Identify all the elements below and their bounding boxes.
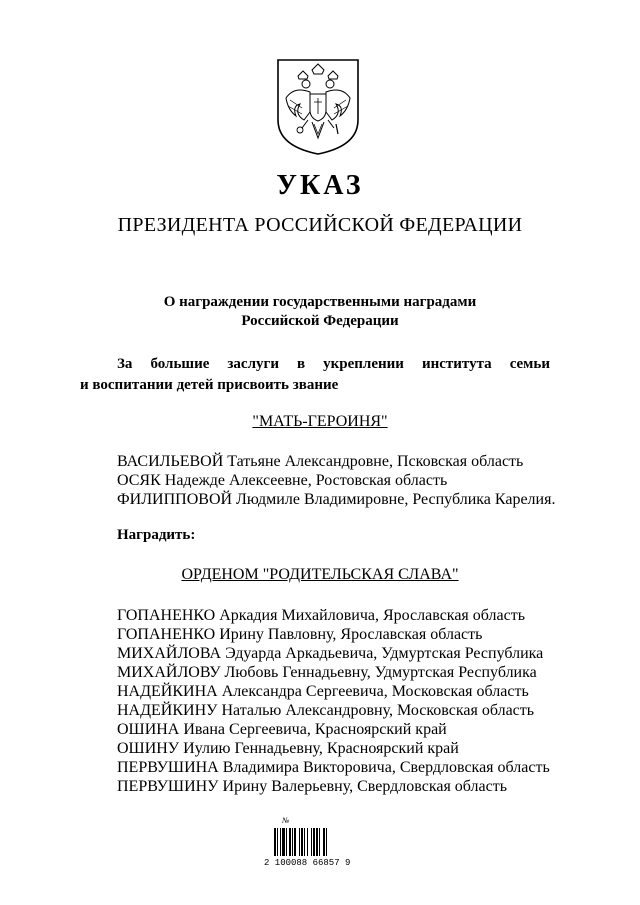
award-label: Наградить: — [117, 527, 196, 543]
decree-title: УКАЗ — [276, 170, 364, 201]
recipient-item: ОСЯК Надежде Алексеевне, Ростовская область — [117, 472, 448, 489]
recipient-item: ГОПАНЕНКО Аркадия Михайловича, Ярославская область — [117, 607, 525, 624]
intro-word: большие — [150, 356, 210, 372]
barcode-block — [264, 816, 354, 870]
recipient-item: МИХАЙЛОВА Эдуарда Аркадьевича, Удмуртская Республика — [117, 645, 544, 662]
award-title-mother-heroine: "МАТЬ-ГЕРОИНЯ" — [252, 413, 388, 430]
recipient-item: ОШИНУ Иулию Геннадьевну, Красноярский край — [117, 740, 459, 757]
intro-word: института — [421, 356, 492, 372]
recipient-item: НАДЕЙКИНА Александра Сергеевича, Московская область — [117, 683, 529, 700]
heading-line-1: О награждении государственными наградами — [163, 294, 477, 310]
recipient-item: НАДЕЙКИНУ Наталью Александровну, Московская область — [117, 702, 535, 719]
barcode-digits: 2 100088 66857 9 — [264, 858, 351, 868]
recipient-list-1 — [117, 452, 555, 509]
intro-word: заслуги — [227, 356, 279, 372]
intro-line-2: и воспитании детей присвоить звание — [80, 377, 339, 393]
intro-line-1 — [80, 354, 550, 375]
recipient-item: ВАСИЛЬЕВОЙ Татьяне Александровне, Псковская область — [117, 453, 524, 470]
recipient-item: МИХАЙЛОВУ Любовь Геннадьевну, Удмуртская Республика — [117, 664, 537, 681]
recipient-item: ПЕРВУШИНУ Ирину Валерьевну, Свердловская область — [117, 778, 508, 795]
barcode-icon — [274, 828, 352, 856]
recipient-item: ОШИНА Ивана Сергеевича, Красноярский край — [117, 721, 447, 738]
intro-paragraph — [80, 354, 550, 396]
coat-of-arms-emblem — [276, 58, 360, 156]
recipient-list-2 — [117, 606, 550, 796]
award-title-parental-glory: ОРДЕНОМ "РОДИТЕЛЬСКАЯ СЛАВА" — [181, 566, 459, 583]
decree-heading — [0, 293, 640, 331]
recipient-item: ФИЛИППОВОЙ Людмиле Владимировне, Республика Карелия. — [117, 491, 556, 508]
intro-word: в — [297, 356, 306, 372]
recipient-item: ГОПАНЕНКО Ирину Павловну, Ярославская область — [117, 626, 483, 643]
heading-line-2: Российской Федерации — [241, 313, 399, 329]
intro-word: укреплении — [323, 356, 404, 372]
intro-word: семьи — [509, 356, 550, 372]
recipient-item: ПЕРВУШИНА Владимира Викторовича, Свердловская область — [117, 759, 550, 776]
barcode-mark: № — [282, 816, 290, 825]
intro-word: За — [117, 356, 133, 372]
decree-subtitle: ПРЕЗИДЕНТА РОССИЙСКОЙ ФЕДЕРАЦИИ — [117, 214, 523, 236]
